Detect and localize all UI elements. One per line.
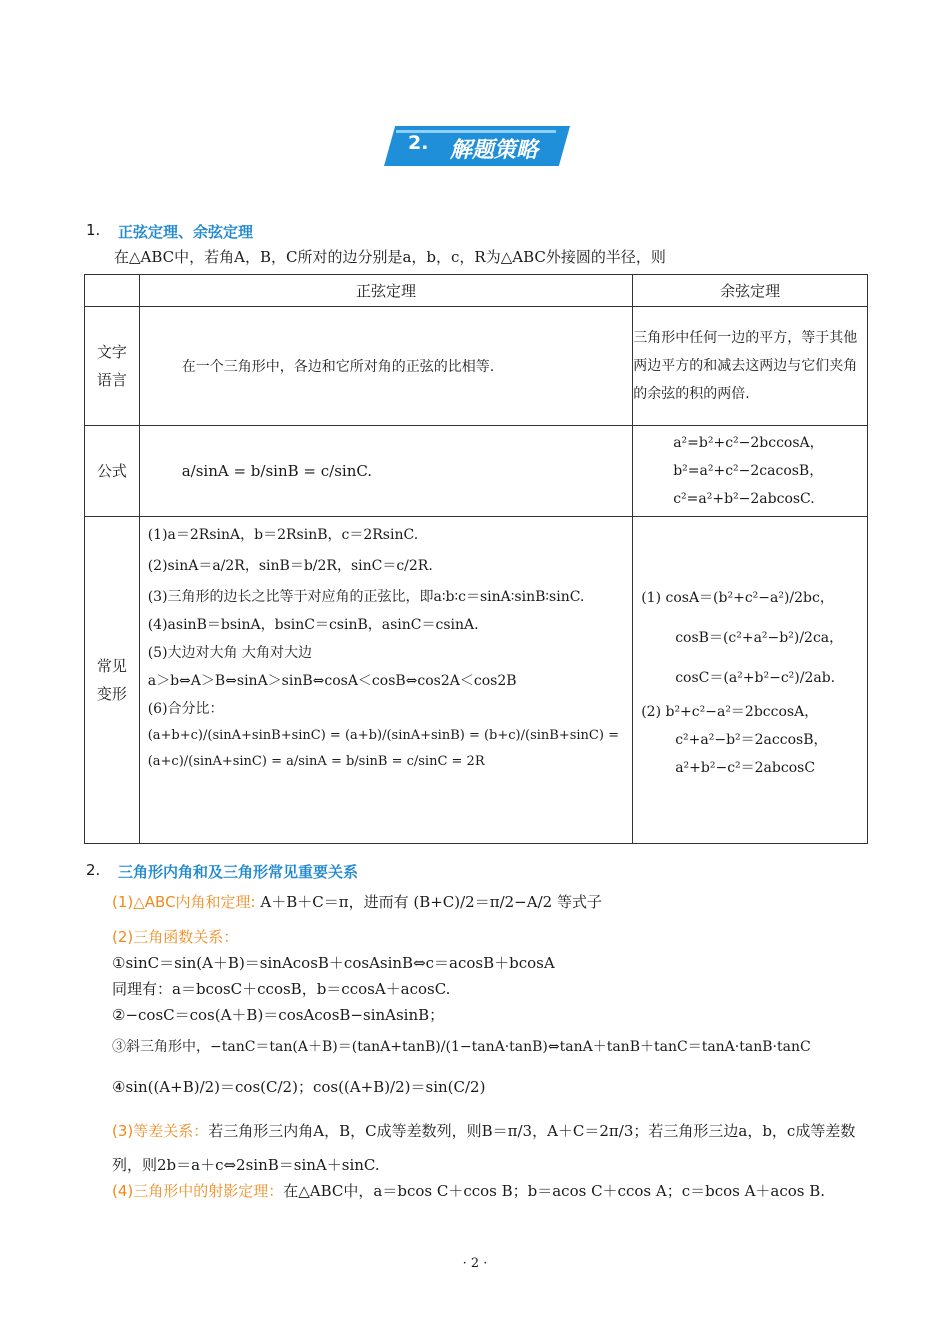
item-3-text: 若三角形三内角A，B，C成等差数列，则B＝π/3，A＋C＝2π/3；若三角形三边a，b，c成等差数列，则2b＝a＋c⇔2sinB＝sinA＋sinC. xyxy=(112,1122,856,1174)
cosine-variant-1c: cosC＝(a²+b²−c²)/2ab. xyxy=(675,670,836,686)
item-2-1: ①sinC＝sin(A＋B)＝sinAcosB＋cosAsinB⇔c＝acosB＋bcosA xyxy=(112,954,555,972)
theorem-table xyxy=(84,274,868,844)
item-4 xyxy=(112,1178,872,1204)
cosine-formula-c: c²=a²+b²−2abcosC. xyxy=(673,491,815,507)
cosine-formula-a: a²=b²+c²−2bccosA， xyxy=(673,435,824,451)
sine-variant-5: (5)大边对大角 大角对大边 xyxy=(147,645,312,661)
sine-variant-5b: a＞b⇔A＞B⇔sinA＞sinB⇔cosA＜cosB⇔cos2A＜cos2B xyxy=(147,673,517,689)
sine-variant-1: (1)a＝2RsinA，b＝2RsinB，c＝2RsinC. xyxy=(147,527,419,543)
item-1 xyxy=(112,891,602,912)
sine-variant-3: (3)三角形的边长之比等于对应角的正弦比，即a∶b∶c＝sinA∶sinB∶sinC. xyxy=(147,589,585,605)
header-cosine: 余弦定理 xyxy=(633,275,868,307)
item-1-label: (1)△ABC内角和定理: xyxy=(112,893,256,911)
item-2-label: (2)三角函数关系： xyxy=(112,928,239,946)
cosine-variant-1b: cosB＝(c²+a²−b²)/2ca， xyxy=(675,630,844,646)
page-number: · 2 · xyxy=(462,1256,488,1271)
row-label-text: 文字语言 xyxy=(85,307,140,426)
table-corner xyxy=(85,275,140,307)
banner-number: 2. xyxy=(408,132,429,154)
section2-title: 三角形内角和及三角形常见重要关系 xyxy=(118,863,359,881)
item-2-3: ③斜三角形中，−tanC＝tan(A＋B)＝(tanA+tanB)/(1−tanA·tanB)⇔tanA＋tanB＋tanC＝tanA·tanB·tanC xyxy=(112,1039,811,1055)
item-2 xyxy=(112,926,238,947)
sine-variant-6: (6)合分比： xyxy=(147,701,224,717)
cosine-variant-1a: (1) cosA＝(b²+c²−a²)/2bc， xyxy=(641,590,834,606)
header-sine: 正弦定理 xyxy=(139,275,632,307)
item-3-label: (3)等差关系： xyxy=(112,1122,209,1140)
banner-title: 解题策略 xyxy=(450,138,539,163)
section1-number: 1. xyxy=(86,221,101,239)
item-2-4: ④sin((A+B)/2)＝cos(C/2)；cos((A+B)/2)＝sin(C/2) xyxy=(112,1078,486,1096)
cosine-variants xyxy=(633,517,868,844)
cosine-formulas xyxy=(633,426,868,517)
item-1-text: A＋B＋C＝π，进而有 (B+C)/2＝π/2−A/2 等式子 xyxy=(260,893,602,911)
item-2-1b: 同理有：a＝bcosC＋ccosB，b＝ccosA＋acosC. xyxy=(112,980,451,998)
sine-formula: a/sinA = b/sinB = c/sinC. xyxy=(139,426,632,517)
section1-title: 正弦定理、余弦定理 xyxy=(118,223,254,241)
cosine-text: 三角形中任何一边的平方，等于其他两边平方的和减去这两边与它们夹角的余弦的积的两倍. xyxy=(633,307,868,426)
cosine-variant-2c: a²+b²−c²＝2abcosC xyxy=(675,760,816,776)
item-4-text: 在△ABC中，a＝bcos C＋ccos B；b＝acos C＋ccos A；c＝bcos A＋acos B. xyxy=(283,1182,826,1200)
item-3 xyxy=(112,1114,872,1182)
row-label-formula: 公式 xyxy=(85,426,140,517)
item-4-label: (4)三角形中的射影定理： xyxy=(112,1182,284,1200)
sine-variant-4: (4)asinB＝bsinA，bsinC＝csinB，asinC＝csinA. xyxy=(147,617,479,633)
section-banner xyxy=(384,126,570,166)
sine-text: 在一个三角形中，各边和它所对角的正弦的比相等. xyxy=(139,307,632,426)
row-label-variants: 常见变形 xyxy=(85,517,140,844)
sine-variant-6-formula: (a+b+c)/(sinA+sinB+sinC) = (a+b)/(sinA+sinB) = (b+c)/(sinB+sinC) = (a+c)/(sinA+sinC) = a/sinA = b/sinB = c/sinC = 2R xyxy=(147,728,619,769)
item-2-2: ②−cosC＝cos(A＋B)＝cosAcosB−sinAsinB； xyxy=(112,1006,445,1024)
cosine-variant-2a: (2) b²+c²−a²＝2bccosA， xyxy=(641,704,819,720)
section2-number: 2. xyxy=(86,861,101,879)
sine-variants xyxy=(139,517,632,844)
sine-variant-2: (2)sinA＝a/2R，sinB＝b/2R，sinC＝c/2R. xyxy=(147,558,433,574)
cosine-variant-2b: c²+a²−b²＝2accosB， xyxy=(675,732,828,748)
cosine-formula-b: b²=a²+c²−2cacosB， xyxy=(673,463,824,479)
section1-intro: 在△ABC中，若角A，B，C所对的边分别是a，b，c，R为△ABC外接圆的半径，则 xyxy=(114,248,666,266)
